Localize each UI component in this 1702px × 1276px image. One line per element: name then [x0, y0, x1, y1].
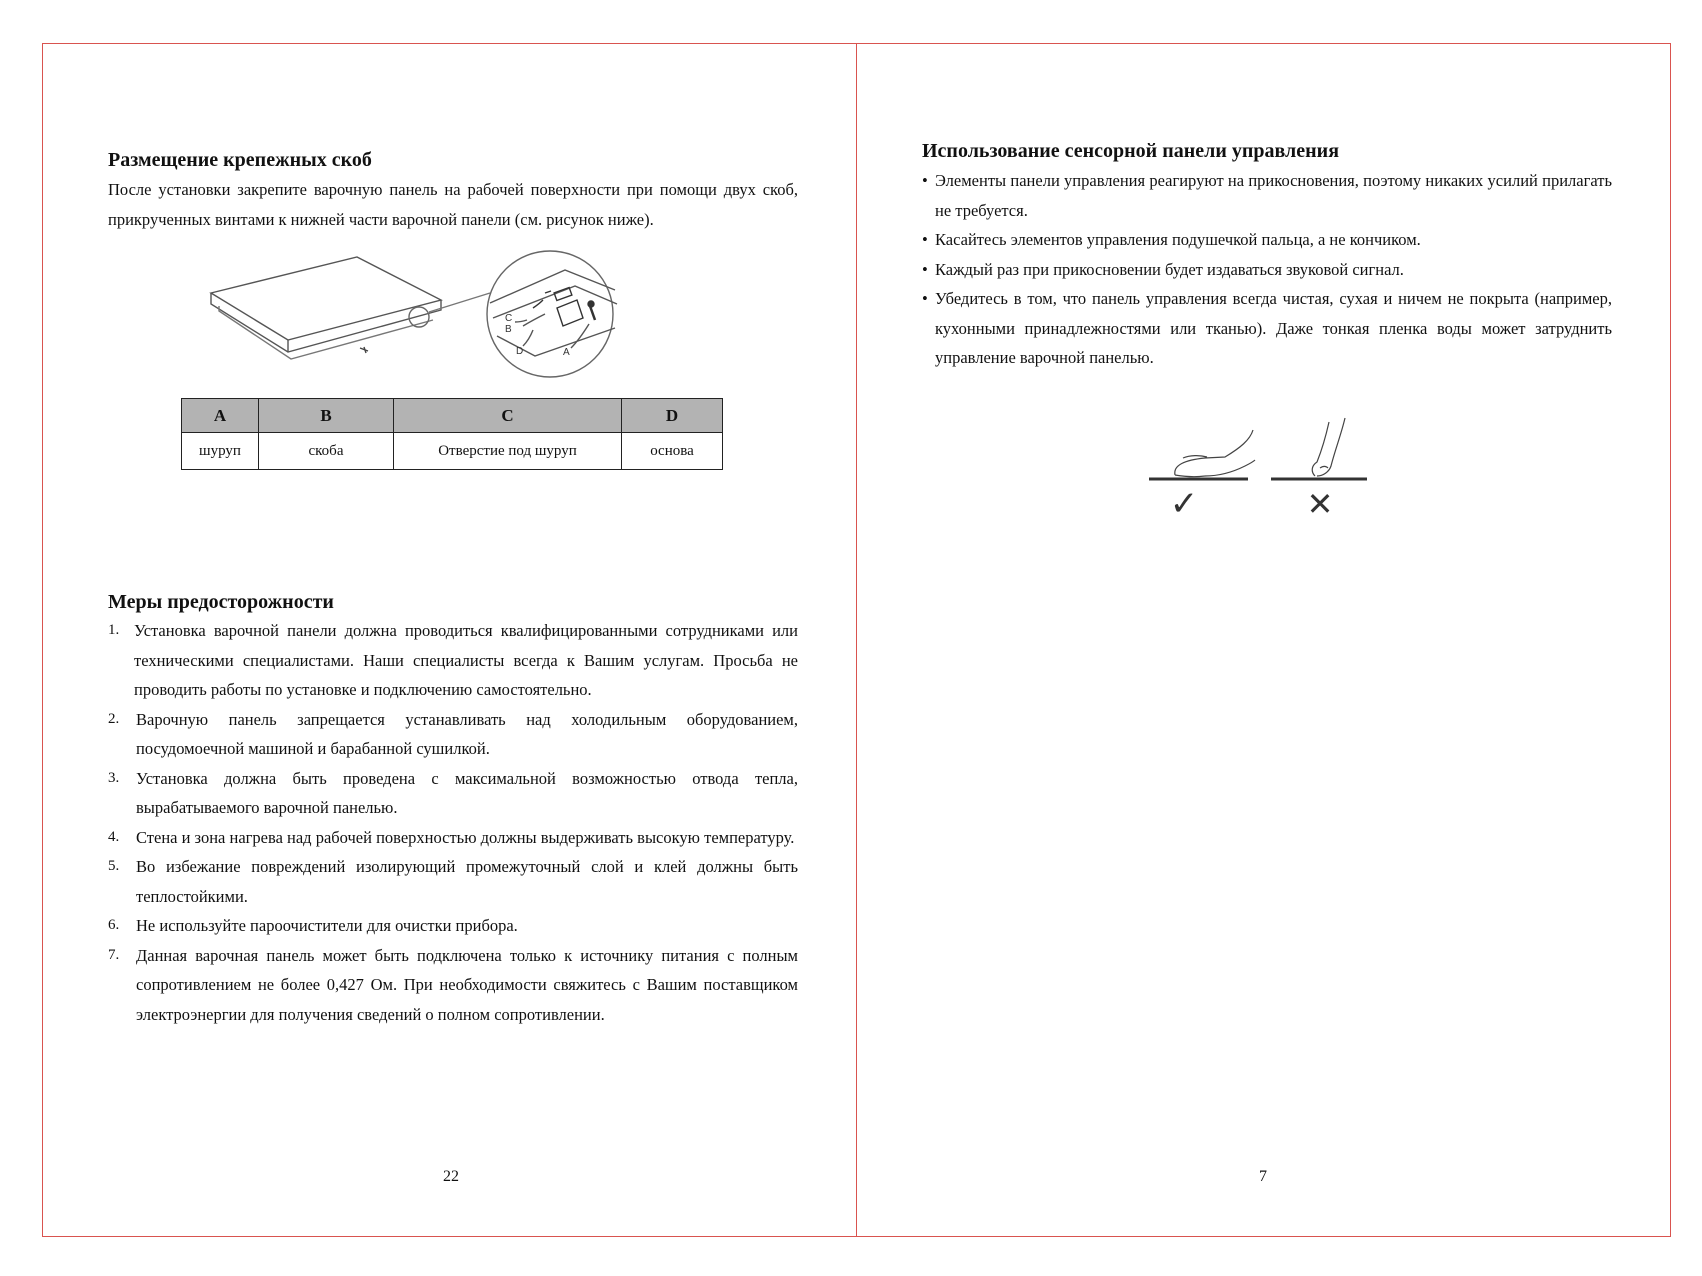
cross-icon: ✕ — [1306, 486, 1334, 520]
callout-d: D — [516, 346, 524, 357]
list-item-number: 1. — [108, 622, 120, 638]
list-item-text: Не используйте пароочистители для очистки прибора. — [136, 916, 518, 935]
list-item-number: 5. — [108, 858, 120, 874]
page-number-right: 7 — [1259, 1168, 1267, 1185]
parts-header-a: A — [182, 399, 259, 433]
finger-pad-icon — [1175, 430, 1255, 476]
list-item-text: Установка должна быть проведена с максимальной возможностью отвода тепла, вырабатываемого варочной панелью. — [136, 768, 798, 817]
check-icon: ✓ — [1169, 485, 1199, 520]
callout-a: A — [563, 347, 570, 358]
list-item-text: Элементы панели управления реагируют на прикосновения, поэтому никаких усилий прилагать не требуется. — [935, 171, 1612, 220]
callout-b: B — [505, 324, 512, 335]
touch-panel-list — [922, 166, 1612, 373]
section-title-brackets: Размещение крепежных скоб — [108, 149, 372, 171]
list-item — [922, 284, 1612, 373]
list-item-text: Установка варочной панели должна проводиться квалифицированными сотрудниками или техническими специалистами. Наши специалисты всегда к Вашим услугам. Просьба не проводить работы по установке и подключению самостоятельно. — [134, 621, 798, 699]
parts-header-d: D — [622, 399, 723, 433]
section-title-touch-panel: Использование сенсорной панели управления — [922, 140, 1340, 162]
parts-cell-c: Отверстие под шуруп — [394, 433, 622, 470]
parts-table-header-row — [182, 399, 723, 433]
hob-bracket-illustration — [205, 248, 625, 383]
list-item — [108, 941, 798, 1030]
precautions-list — [108, 616, 798, 1029]
list-item — [922, 166, 1612, 225]
list-item-text: Во избежание повреждений изолирующий промежуточный слой и клей должны быть теплостойкими. — [136, 857, 798, 906]
list-item-text: Каждый раз при прикосновении будет издаваться звуковой сигнал. — [935, 259, 1404, 279]
list-item — [108, 911, 798, 941]
parts-table-row — [182, 433, 723, 470]
parts-table — [181, 398, 723, 470]
bullet-icon: • — [922, 230, 928, 249]
parts-cell-d: основа — [622, 433, 723, 470]
bullet-icon: • — [922, 171, 928, 190]
list-item — [922, 255, 1612, 285]
brackets-paragraph: После установки закрепите варочную панель на рабочей поверхности при помощи двух скоб, прикрученных винтами к нижней части варочной панели (см. рисунок ниже). — [108, 180, 798, 229]
finger-touch-illustration — [1145, 400, 1375, 520]
list-item-number: 7. — [108, 946, 120, 963]
finger-tip-icon — [1312, 418, 1345, 476]
list-item — [108, 616, 798, 705]
list-item-text: Убедитесь в том, что панель управления всегда чистая, сухая и ничем не покрыта (например, кухонными принадлежностями или тканью). Даже тонкая пленка воды может затруднить управление варочной панелью. — [935, 289, 1612, 367]
parts-header-c: C — [394, 399, 622, 433]
list-item — [922, 225, 1612, 255]
parts-cell-b: скоба — [259, 433, 394, 470]
list-item — [108, 852, 798, 911]
list-item-text: Варочную панель запрещается устанавливать над холодильным оборудованием, посудомоечной машиной и барабанной сушилкой. — [136, 709, 798, 758]
list-item — [108, 705, 798, 764]
list-item-number: 6. — [108, 917, 120, 933]
bullet-icon: • — [922, 259, 928, 279]
list-item-number: 2. — [108, 710, 120, 727]
list-item-text: Данная варочная панель может быть подключена только к источнику питания с полным сопротивлением не более 0,427 Ом. При необходимости свяжитесь с Вашим поставщиком электроэнергии для получения сведений о полном сопротивлении. — [136, 945, 798, 1024]
callout-c: C — [505, 313, 513, 324]
parts-header-b: B — [259, 399, 394, 433]
parts-cell-a: шуруп — [182, 433, 259, 470]
list-item-number: 4. — [108, 828, 120, 845]
list-item — [108, 764, 798, 823]
list-item-number: 3. — [108, 769, 120, 786]
list-item-text: Касайтесь элементов управления подушечкой пальца, а не кончиком. — [935, 230, 1421, 249]
section-title-precautions: Меры предосторожности — [108, 591, 334, 613]
page-number-left: 22 — [443, 1168, 459, 1185]
bullet-icon: • — [922, 289, 928, 308]
hob-front-edge — [211, 293, 441, 352]
list-item-text: Стена и зона нагрева над рабочей поверхностью должны выдерживать высокую температуру. — [136, 827, 795, 847]
list-item — [108, 823, 798, 853]
